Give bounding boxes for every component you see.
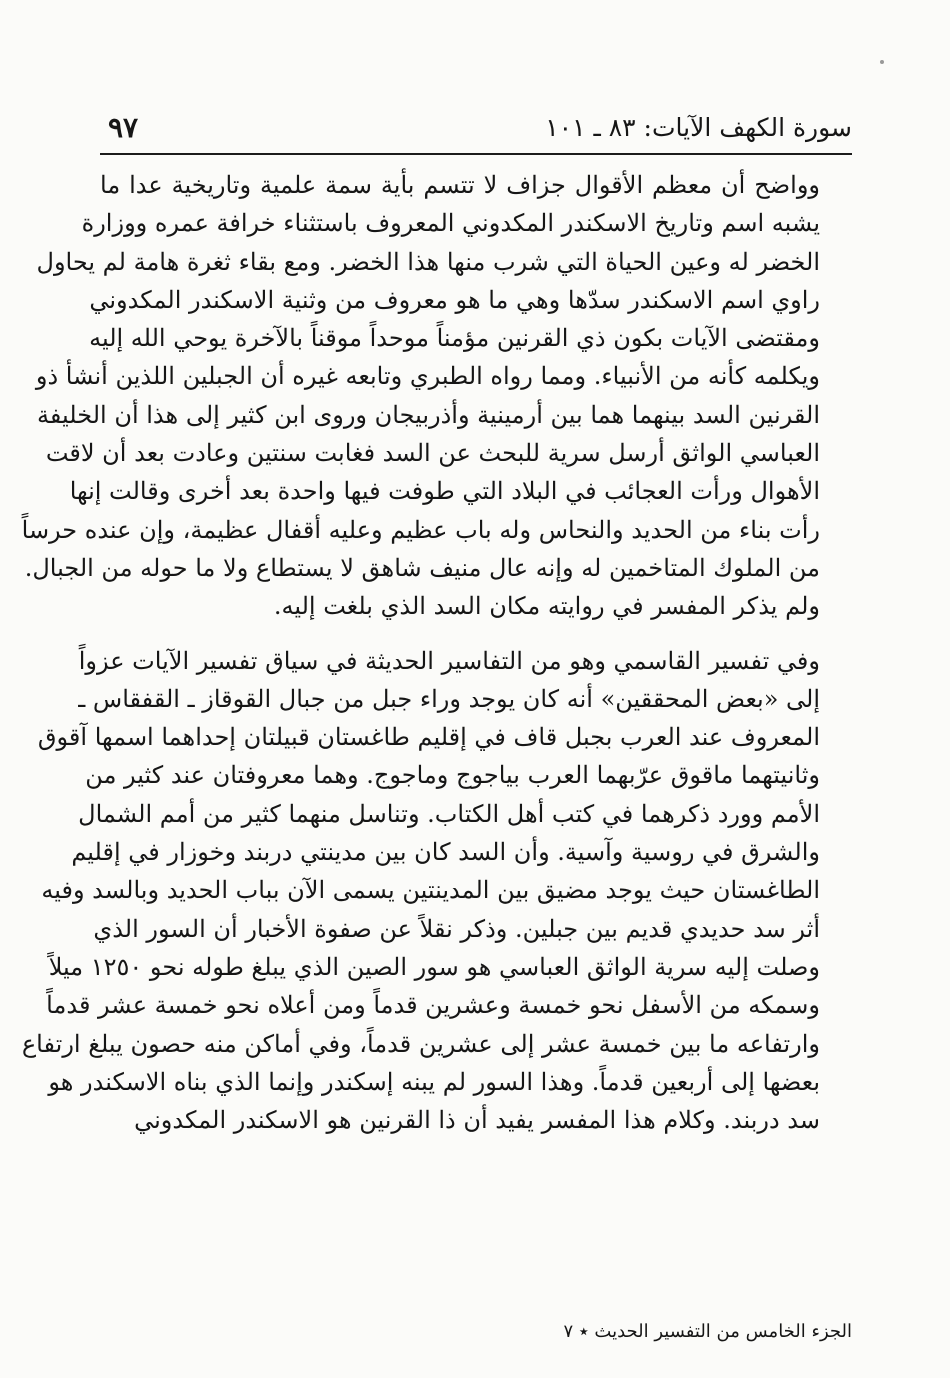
text-line: من الملوك المتاخمين له وإنه عال منيف شاهق لا يستطاع ولا ما حوله من الجبال. <box>24 553 820 582</box>
text-line: وارتفاعه ما بين خمسة عشر إلى عشرين قدماً، وفي أماكن منه حصون يبلغ ارتفاع <box>21 1029 820 1058</box>
text-line: ولم يذكر المفسر في روايته مكان السد الذي بلغت إليه. <box>273 592 820 621</box>
signature-footer: الجزء الخامس من التفسير الحديث ٭ ٧ <box>563 1321 852 1342</box>
text-line: ومقتضى الآيات بكون ذي القرنين مؤمناً موحداً موقناً بالآخرة يوحي الله إليه <box>89 324 820 353</box>
text-line: والشرق في روسية وآسية. وأن السد كان بين مدينتي دربند وخوزار في إقليم <box>71 838 820 867</box>
text-line: راوي اسم الاسكندر سدّها وهي ما هو معروف من وثنية الاسكندر المكدوني <box>89 285 820 314</box>
text-line: المعروف عند العرب بجبل قاف في إقليم طاغستان قبيلتان إحداهما اسمها آقوق <box>37 723 820 752</box>
text-line: وفي تفسير القاسمي وهو من التفاسير الحديثة في سياق تفسير الآيات عزواً <box>78 646 820 675</box>
text-line: الطاغستان حيث يوجد مضيق بين المدينتين يسمى الآن بباب الحديد وبالسد وفيه <box>41 876 820 905</box>
text-line: سد دربند. وكلام هذا المفسر يفيد أن ذا القرنين هو الاسكندر المكدوني <box>134 1106 820 1135</box>
text-line: الأمم وورد ذكرهما في كتب أهل الكتاب. وتناسل منهما كثير من أمم الشمال <box>78 799 820 828</box>
text-line: القرنين السد بينهما هما بين أرمينية وأذربيجان وروى ابن كثير إلى هذا أن الخليفة <box>37 400 820 429</box>
paragraph <box>21 642 852 1140</box>
text-line: وثانيتهما ماقوق عرّبهما العرب بياجوج وماجوج. وهما معروفتان عند كثير من <box>85 761 820 790</box>
text-line: وصلت إليه سرية الواثق العباسي هو سور الصين الذي يبلغ طوله نحو ١٢٥٠ ميلاً <box>48 952 820 981</box>
text-line: ويكلمه كأنه من الأنبياء. ومما رواه الطبري وتابعه غيره أن الجبلين اللذين أنشأ ذو <box>35 362 820 391</box>
paragraph <box>21 166 852 626</box>
header-rule <box>100 153 852 155</box>
text-line: العباسي الواثق أرسل سرية للبحث عن السد فغابت سنتين وعادت بعد أن لاقت <box>45 439 820 468</box>
text-line: الأهوال ورأت العجائب في البلاد التي طوفت فيها واحدة بعد أخرى وقالت إنها <box>69 477 820 506</box>
text-line: يشبه اسم وتاريخ الاسكندر المكدوني المعروف باستثناء خرافة عمره ووزارة <box>81 209 820 238</box>
text-line: وواضح أن معظم الأقوال جزاف لا تتسم بأية سمة علمية وتاريخية عدا ما <box>100 171 820 199</box>
text-line: رأت بناء من الحديد والنحاس وله باب عظيم وعليه أقفال عظيمة، وإن عنده حرساً <box>21 515 820 544</box>
body-text <box>21 166 852 1139</box>
text-line: الخضر له وعين الحياة التي شرب منها هذا الخضر. ومع بقاء ثغرة هامة لم يحاول <box>36 247 820 276</box>
running-header <box>100 108 852 148</box>
text-line: أثر سد حديدي قديم بين جبلين. وذكر نقلاً عن صفوة الأخبار أن السور الذي <box>93 914 820 943</box>
text-line: وسمكه من الأسفل نحو خمسة وعشرين قدماً ومن أعلاه نحو خمسة عشر قدماً <box>46 991 820 1020</box>
text-line: إلى «بعض المحققين» أنه كان يوجد وراء جبل من جبال القوقاز ـ القفقاس ـ <box>78 684 820 713</box>
text-line: بعضها إلى أربعين قدماً. وهذا السور لم يبنه إسكندر وإنما الذي بناه الاسكندر هو <box>48 1067 820 1096</box>
page-number: ٩٧ <box>108 111 139 144</box>
margin-speck <box>880 60 884 64</box>
chapter-title: سورة الكهف الآيات: ٨٣ ـ ١٠١ <box>545 113 852 142</box>
